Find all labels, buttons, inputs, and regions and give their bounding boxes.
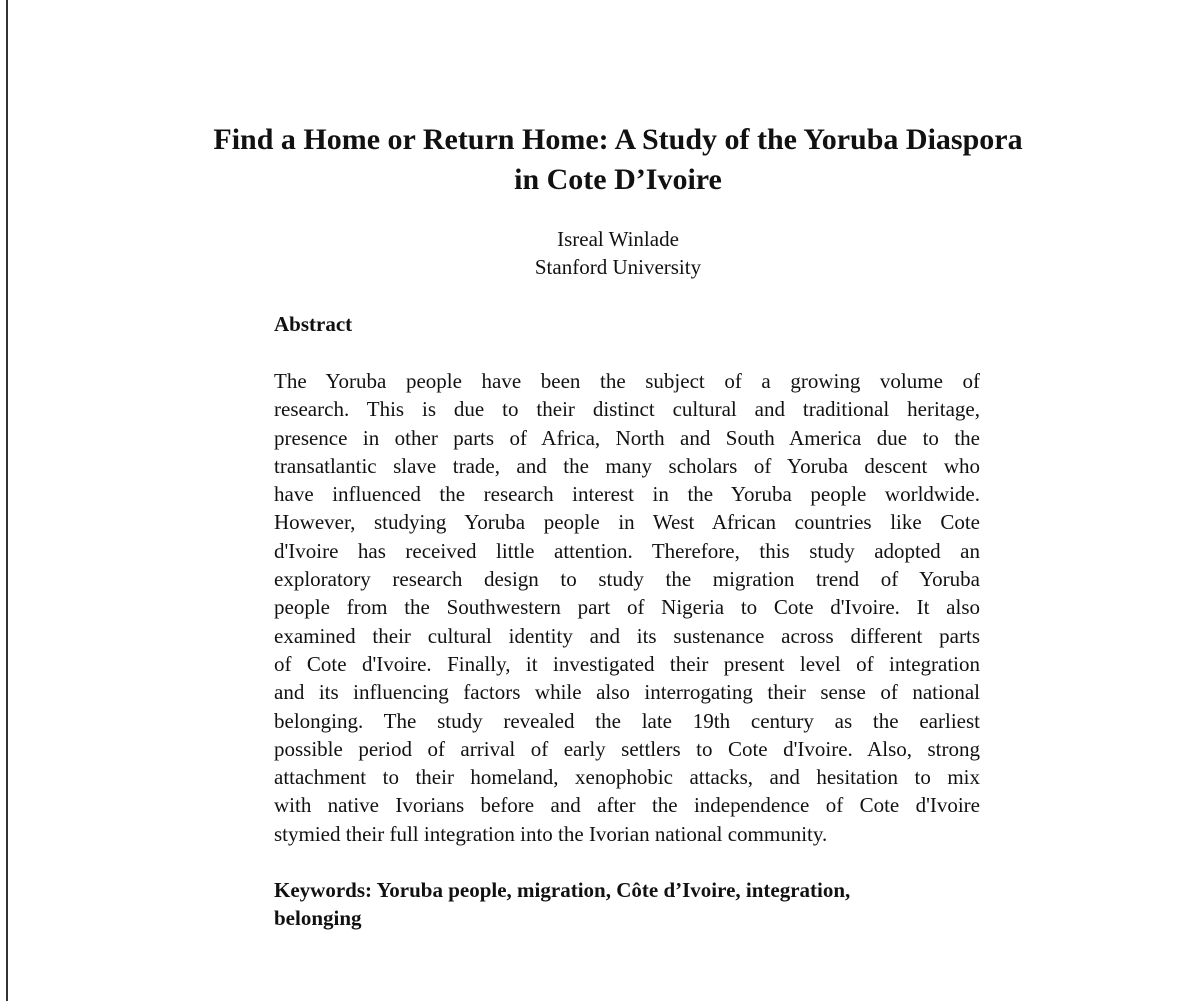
abstract-line: of Cote d'Ivoire. Finally, it investigated their present level of integration — [274, 651, 980, 676]
abstract-line: exploratory research design to study the migration trend of Yoruba — [274, 567, 980, 592]
keywords — [274, 876, 980, 932]
keywords-line: belonging — [274, 906, 362, 930]
abstract-line: However, studying Yoruba people in West African countries like Cote — [274, 510, 980, 535]
title-line: in Cote D’Ivoire — [514, 163, 722, 196]
title-line: Find a Home or Return Home: A Study of the Yoruba Diaspora — [213, 123, 1023, 156]
author-block — [100, 225, 1136, 281]
author-name: Isreal Winlade — [557, 227, 679, 251]
abstract-line: have influenced the research interest in the Yoruba people worldwide. — [274, 482, 980, 507]
keywords-line: Keywords: Yoruba people, migration, Côte d’Ivoire, integration, — [274, 878, 851, 902]
abstract-line: stymied their full integration into the Ivorian national community. — [274, 821, 828, 846]
author-affiliation: Stanford University — [534, 255, 702, 279]
abstract-line: d'Ivoire has received little attention. Therefore, this study adopted an — [274, 538, 980, 563]
abstract-body — [274, 367, 980, 848]
abstract-line: belonging. The study revealed the late 19th century as the earliest — [274, 708, 980, 733]
abstract-heading: Abstract — [274, 312, 353, 336]
abstract-line: possible period of arrival of early settlers to Cote d'Ivoire. Also, strong — [274, 736, 980, 761]
cut-off-text-fragment — [440, 993, 800, 1001]
abstract-line: research. This is due to their distinct cultural and traditional heritage, — [274, 397, 980, 422]
abstract-line: and its influencing factors while also interrogating their sense of national — [274, 680, 980, 705]
abstract-line: transatlantic slave trade, and the many scholars of Yoruba descent who — [274, 453, 980, 478]
abstract-line: people from the Southwestern part of Nigeria to Cote d'Ivoire. It also — [274, 595, 980, 620]
abstract-line: with native Ivorians before and after the independence of Cote d'Ivoire — [274, 793, 980, 818]
paper-title — [100, 120, 1136, 200]
abstract-line: The Yoruba people have been the subject of a growing volume of — [274, 369, 980, 393]
abstract-line: attachment to their homeland, xenophobic attacks, and hesitation to mix — [274, 765, 980, 790]
abstract-line: examined their cultural identity and its sustenance across different parts — [274, 623, 980, 648]
abstract-line: presence in other parts of Africa, North and South America due to the — [274, 425, 980, 450]
